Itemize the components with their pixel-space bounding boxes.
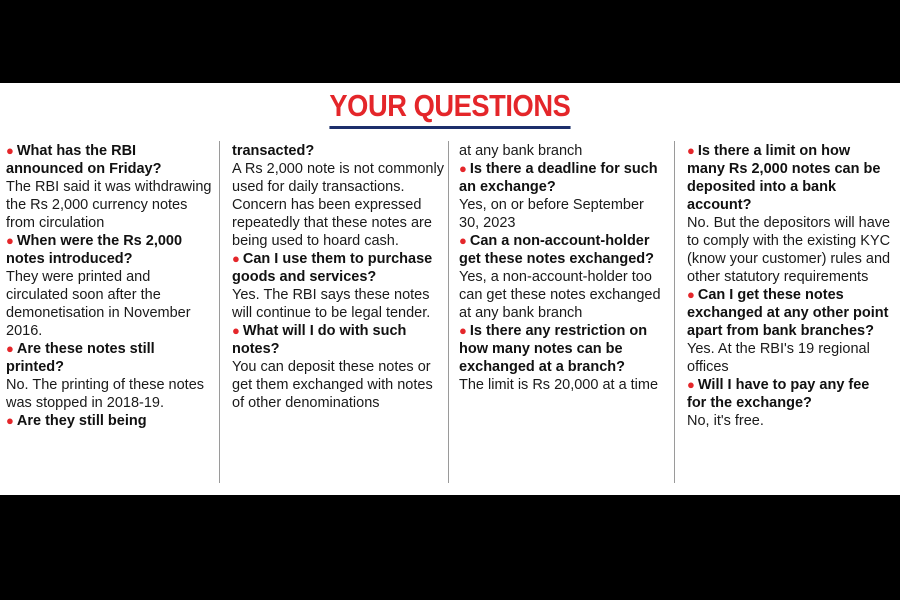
answer <box>6 376 212 412</box>
answer <box>232 286 444 322</box>
answer-text: No. But the depositors will have to comply with the existing KYC (know your customer) rules and other statutory requirements <box>687 215 891 285</box>
question-text: What will I do with such notes? <box>232 323 407 357</box>
column-3 <box>459 142 663 394</box>
answer <box>459 142 663 160</box>
question-text: Is there a limit on how many Rs 2,000 notes can be deposited into a bank account? <box>687 143 881 213</box>
bullet-dot-icon: ● <box>232 251 240 266</box>
bullet-dot-icon: ● <box>459 233 467 248</box>
question-text: Can I use them to purchase goods and services? <box>232 251 433 285</box>
answer <box>6 268 212 340</box>
bullet-dot-icon: ● <box>232 323 240 338</box>
bullet-dot-icon: ● <box>687 377 695 392</box>
question <box>6 232 212 268</box>
article-panel <box>0 83 900 495</box>
answer <box>687 214 892 286</box>
bullet-dot-icon: ● <box>687 143 695 158</box>
question-text: When were the Rs 2,000 notes introduced? <box>6 233 183 267</box>
bullet-dot-icon: ● <box>6 233 14 248</box>
bullet-dot-icon: ● <box>459 323 467 338</box>
question-text: transacted? <box>232 143 315 159</box>
answer-text: Yes. The RBI says these notes will continue to be legal tender. <box>232 287 431 321</box>
question <box>232 250 444 286</box>
answer <box>459 376 663 394</box>
column-2 <box>232 142 444 412</box>
answer <box>232 160 444 250</box>
bullet-dot-icon: ● <box>687 287 695 302</box>
title-wrap <box>0 89 900 129</box>
column-divider <box>674 141 675 483</box>
column-divider <box>448 141 449 483</box>
question <box>232 322 444 358</box>
answer <box>687 340 892 376</box>
question <box>6 340 212 376</box>
question-text: Is there any restriction on how many notes can be exchanged at a branch? <box>459 323 648 375</box>
answer <box>459 196 663 232</box>
answer-text: They were printed and circulated soon after the demonetisation in November 2016. <box>6 269 191 339</box>
column-divider <box>219 141 220 483</box>
answer-text: You can deposit these notes or get them exchanged with notes of other denominations <box>232 359 433 411</box>
answer-text: The RBI said it was withdrawing the Rs 2,000 currency notes from circulation <box>6 179 212 231</box>
answer <box>6 178 212 232</box>
question <box>232 142 444 160</box>
question-text: What has the RBI announced on Friday? <box>6 143 162 177</box>
question <box>687 142 892 214</box>
answer-text: Yes. At the RBI's 19 regional offices <box>687 341 870 375</box>
question-text: Can a non-account-holder get these notes exchanged? <box>459 233 654 267</box>
question <box>6 142 212 178</box>
answer-text: Yes, a non-account-holder too can get these notes exchanged at any bank branch <box>459 269 661 321</box>
question-text: Can I get these notes exchanged at any other point apart from bank branches? <box>687 287 889 339</box>
question-text: Are these notes still printed? <box>6 341 155 375</box>
question <box>687 286 892 340</box>
question-text: Is there a deadline for such an exchange? <box>459 161 658 195</box>
question <box>459 322 663 376</box>
question-text: Will I have to pay any fee for the exchange? <box>687 377 870 411</box>
answer-text: A Rs 2,000 note is not commonly used for daily transactions. Concern has been expressed repeatedly that these notes are being used to hoard cash. <box>232 161 444 249</box>
question <box>459 232 663 268</box>
question <box>6 412 212 430</box>
bullet-dot-icon: ● <box>6 413 14 428</box>
question <box>687 376 892 412</box>
answer-text: at any bank branch <box>459 143 583 159</box>
answer <box>232 358 444 412</box>
answer-text: Yes, on or before September 30, 2023 <box>459 197 644 231</box>
answer-text: No. The printing of these notes was stopped in 2018-19. <box>6 377 205 411</box>
question <box>459 160 663 196</box>
bullet-dot-icon: ● <box>459 161 467 176</box>
bullet-dot-icon: ● <box>6 143 14 158</box>
column-1 <box>6 142 212 430</box>
bullet-dot-icon: ● <box>6 341 14 356</box>
answer-text: The limit is Rs 20,000 at a time <box>459 377 659 393</box>
page-title: YOUR QUESTIONS <box>330 89 571 129</box>
answer <box>687 412 892 430</box>
answer-text: No, it's free. <box>687 413 764 429</box>
question-text: Are they still being <box>16 413 147 429</box>
column-4 <box>687 142 892 430</box>
answer <box>459 268 663 322</box>
